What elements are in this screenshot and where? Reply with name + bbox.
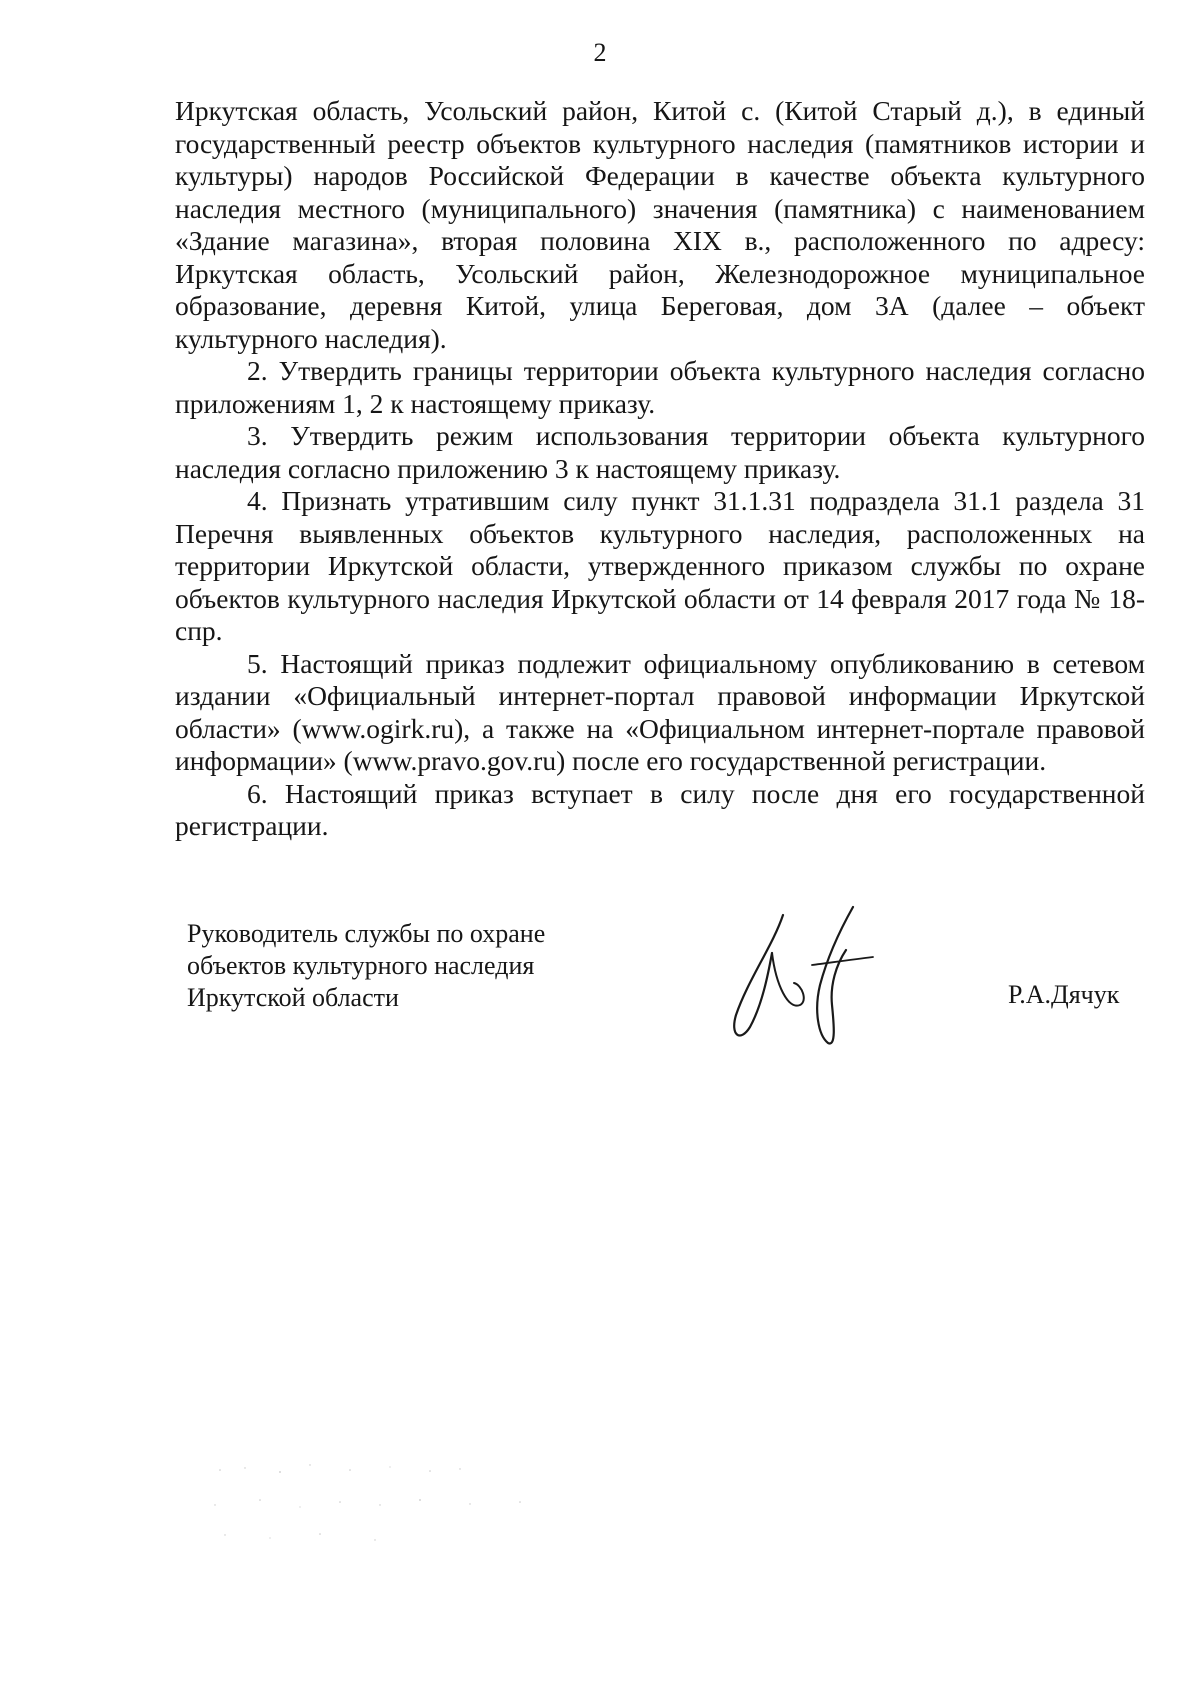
position-line: Руководитель службы по охране — [187, 919, 546, 948]
position-line: Иркутской области — [187, 983, 399, 1012]
signer-name: Р.А.Дячук — [1008, 980, 1120, 1009]
signatory-position — [187, 918, 545, 1014]
paragraph-item-2: 2. Утвердить границы территории объекта культурного наследия согласно приложениям 1, 2 к настоящему приказу. — [175, 355, 1145, 419]
page-number: 2 — [593, 38, 607, 67]
paragraph-item-5: 5. Настоящий приказ подлежит официальному опубликованию в сетевом издании «Официальный интернет-портал правовой информации Иркутской области» (www.ogirk.ru), а также на «Официальном интернет-портале правовой информации» (www.pravo.gov.ru) после его государственной регистрации. — [175, 647, 1145, 776]
scan-artifact — [200, 1450, 600, 1570]
paragraph-item-6: 6. Настоящий приказ вступает в силу после дня его государственной регистрации. — [175, 777, 1145, 841]
position-line: объектов культурного наследия — [187, 951, 535, 980]
document-body — [175, 95, 1145, 843]
paragraph-item-4: 4. Признать утратившим силу пункт 31.1.31 подраздела 31.1 раздела 31 Перечня выявленных объектов культурного наследия, расположенных на территории Иркутской области, утвержденного приказом службы по охране объектов культурного наследия Иркутской области от 14 февраля 2017 года № 18-спр. — [175, 485, 1145, 646]
handwritten-signature — [728, 905, 908, 1050]
paragraph-item-3: 3. Утвердить режим использования территории объекта культурного наследия согласно приложению 3 к настоящему приказу. — [175, 420, 1145, 484]
paragraph-continuation: Иркутская область, Усольский район, Китой с. (Китой Старый д.), в единый государственный реестр объектов культурного наследия (памятников истории и культуры) народов Российской Федерации в качестве объекта культурного наследия местного (муниципального) значения (памятника) с наименованием «Здание магазина», вторая половина XIX в., расположенного по адресу: Иркутская область, Усольский район, Железнодорожное муниципальное образование, деревня Китой, улица Береговая, дом 3А (далее – объект культурного наследия). — [175, 95, 1145, 354]
